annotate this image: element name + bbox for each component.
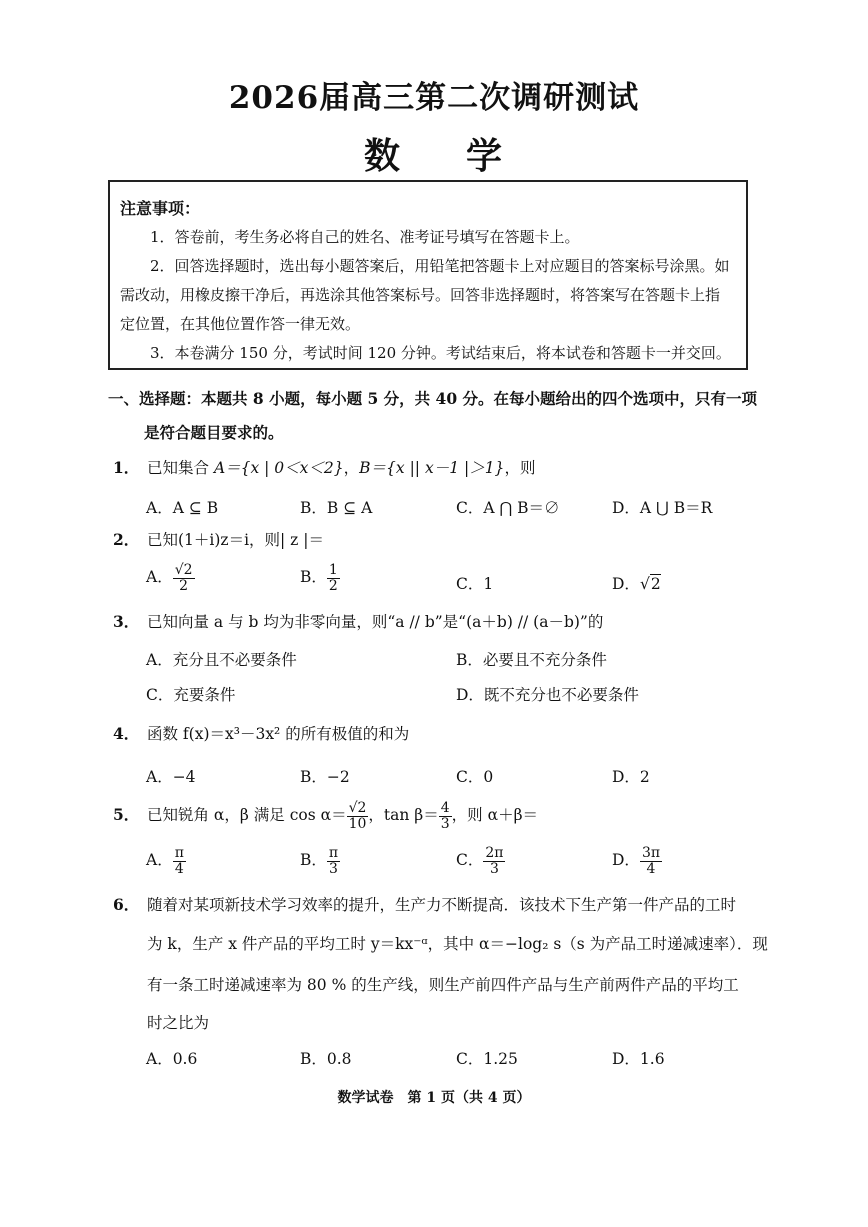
- q5-text-b: ，tan β＝: [368, 806, 439, 824]
- sqrt-value: 2: [650, 575, 661, 593]
- question-line-1: 随着对某项新技术学习效率的提升，生产力不断提高．该技术下生产第一件产品的工时: [147, 896, 737, 914]
- q3-option-b: B．必要且不充分条件: [456, 651, 607, 669]
- question-text: 已知向量 a 与 b 均为非零向量，则“a // b”是“(a＋b) // (a－b)”的: [147, 613, 604, 631]
- option-label: D．: [612, 851, 640, 870]
- denominator: 2: [179, 577, 189, 594]
- q2-option-d: D．√2: [612, 575, 661, 593]
- fraction: [327, 846, 340, 876]
- notice-item-2: 2．回答选择题时，选出每小题答案后，用铅笔把答题卡上对应题目的答案标号涂黑。如需改动，用橡皮擦干净后，再选涂其他答案标号。回答非选择题时，将答案写在答题卡上指定位置，在其他位置作答一律无效。: [120, 257, 730, 333]
- notice-heading: 注意事项：: [120, 199, 201, 218]
- tan-fraction: [439, 801, 452, 831]
- q2-option-c: C．1: [456, 575, 494, 593]
- option-label: A．: [146, 568, 173, 587]
- q6-option-d: D．1.6: [612, 1050, 665, 1068]
- q3-option-d: D．既不充分也不必要条件: [456, 686, 639, 704]
- set-b: B＝{x || x－1 |＞1}: [359, 459, 505, 477]
- q1-option-c: C．A ⋂ B＝∅: [456, 499, 560, 517]
- subject-heading: [0, 128, 868, 179]
- question-number: 2．: [113, 530, 140, 549]
- notice-item-3: 3．本卷满分 150 分，考试时间 120 分钟。考试结束后，将本试卷和答题卡一并交回。: [150, 344, 731, 362]
- q5-text-a: 已知锐角 α，β 满足 cos α＝: [147, 806, 347, 824]
- q1-option-a: A．A ⊆ B: [146, 499, 219, 517]
- q3-option-c: C．充要条件: [146, 686, 236, 704]
- set-a: A＝{x | 0＜x＜2}: [213, 459, 344, 477]
- q5-option-d: [612, 846, 662, 876]
- option-label: B．: [300, 851, 327, 870]
- q4-option-b: B．−2: [300, 768, 350, 786]
- question-number: 1．: [113, 458, 140, 477]
- question-line-4: 时之比为: [147, 1014, 210, 1032]
- question-text: [147, 800, 753, 831]
- notice-box: [108, 180, 748, 370]
- numerator: π: [328, 845, 339, 861]
- denominator: 3: [329, 860, 338, 877]
- q1-text-a: 已知集合: [147, 459, 214, 477]
- numerator: 1: [328, 562, 338, 578]
- denominator: 4: [646, 860, 656, 877]
- q5-text-c: ，则 α＋β＝: [451, 806, 539, 824]
- numerator: 4: [440, 799, 450, 816]
- q1-text-b: ，则: [504, 459, 536, 477]
- q6-option-b: B．0.8: [300, 1050, 352, 1068]
- fraction: [327, 563, 340, 593]
- subject-char-1: 数: [363, 135, 402, 177]
- q6-option-a: A．0.6: [146, 1050, 198, 1068]
- denominator: 3: [440, 815, 450, 832]
- option-label: B．: [300, 568, 327, 587]
- question-number: 5．: [113, 805, 140, 824]
- question-text: [147, 453, 753, 483]
- q5-option-c: [456, 846, 505, 876]
- numerator: √2: [174, 562, 193, 578]
- option-label: A．: [146, 851, 173, 870]
- section-line-1: 一、选择题：本题共 8 小题，每小题 5 分，共 40 分。在每小题给出的四个选项中，只有一项: [108, 389, 758, 408]
- fraction: [640, 846, 662, 876]
- question-text: 函数 f(x)＝x³－3x² 的所有极值的和为: [147, 725, 410, 743]
- question-text: 已知(1＋i)z＝i，则| z |＝: [147, 531, 325, 549]
- page-footer: 数学试卷 第 1 页（共 4 页）: [337, 1090, 531, 1106]
- question-number: 3．: [113, 612, 140, 631]
- denominator: 4: [174, 860, 184, 877]
- denominator: 3: [489, 860, 499, 877]
- exam-title: 2026届高三第二次调研测试: [228, 80, 640, 116]
- q4-option-a: A．−4: [146, 768, 196, 786]
- q1-sep: ，: [343, 459, 360, 477]
- q3-option-a: A．充分且不必要条件: [146, 651, 297, 669]
- option-label: C．: [456, 851, 484, 870]
- notice-item-1: 1．答卷前，考生务必将自己的姓名、准考证号填写在答题卡上。: [150, 228, 580, 246]
- q1-option-b: B．B ⊆ A: [300, 499, 373, 517]
- denominator: 10: [348, 815, 367, 832]
- q5-option-b: [300, 846, 340, 876]
- section-heading: [108, 382, 758, 450]
- q5-option-a: [146, 846, 186, 876]
- question-line-2: 为 k，生产 x 件产品的平均工时 y＝kx⁻ᵅ，其中 α＝−log₂ s（s 为产品工时递减速率）．现: [147, 935, 768, 953]
- fraction: [173, 563, 195, 593]
- fraction: [173, 846, 186, 876]
- question-number: 4．: [113, 724, 140, 743]
- denominator: 2: [328, 577, 338, 594]
- numerator: 3π: [641, 845, 661, 861]
- q2-option-b: [300, 563, 340, 593]
- q6-option-c: C．1.25: [456, 1050, 518, 1068]
- numerator: 2π: [485, 845, 504, 861]
- subject-char-2: 学: [466, 135, 505, 177]
- q1-option-d: D．A ⋃ B＝R: [612, 499, 713, 517]
- numerator: √2: [348, 799, 367, 816]
- numerator: π: [174, 845, 184, 861]
- q4-option-c: C．0: [456, 768, 494, 786]
- question-number: 6．: [113, 895, 140, 914]
- q2-option-a: [146, 563, 195, 593]
- option-label: D．: [612, 575, 640, 593]
- fraction: [483, 846, 505, 876]
- section-line-2: 是符合题目要求的。: [144, 423, 284, 442]
- cos-fraction: [347, 801, 369, 831]
- q4-option-d: D．2: [612, 768, 650, 786]
- question-line-3: 有一条工时递减速率为 80 % 的生产线，则生产前四件产品与生产前两件产品的平均工: [147, 976, 739, 994]
